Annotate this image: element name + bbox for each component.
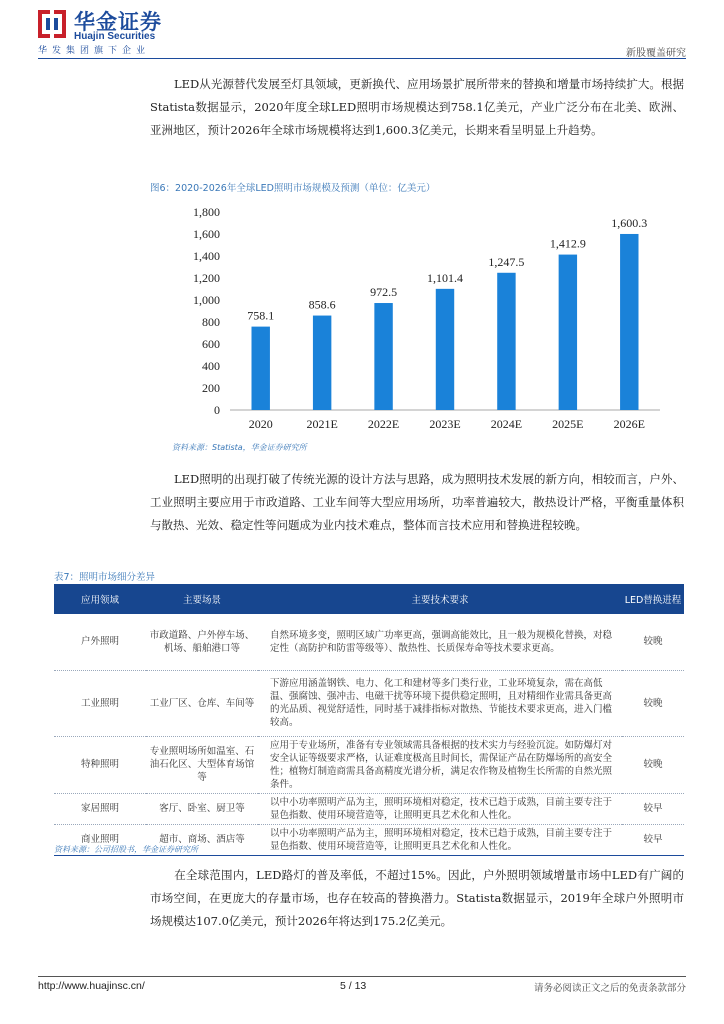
bar	[252, 327, 270, 410]
header-divider	[38, 58, 686, 59]
body-paragraph-2	[150, 468, 684, 537]
y-tick-label: 1,200	[193, 271, 220, 285]
y-tick-label: 800	[202, 315, 220, 329]
footer-disclaimer: 请务必阅读正文之后的免责条款部分	[533, 983, 686, 994]
bar-value-label: 1,412.9	[549, 236, 586, 251]
table-row	[54, 614, 684, 670]
cell-requirement: 下游应用涵盖钢铁、电力、化工和建材等多门类行业，工业环境复杂，需在高低温、强腐蚀、强冲击、电磁干扰等环境下提供稳定照明，且对精细作业需具备更高的光品质、视觉舒适性，同时基于减排指标对散热、节能技术要求更高，进入门槛较高。	[258, 670, 622, 736]
y-tick-label: 600	[202, 337, 220, 351]
cell-field: 家居照明	[54, 793, 146, 824]
paragraph-text: LED从光源替代发展至灯具领域，更新换代、应用场景扩展所带来的替换和增量市场持续扩大。根据Statista数据显示，2020年度全球LED照明市场规模达到758.1亿美元，产业广泛分布在北美、欧洲、亚洲地区，预计2026年全球市场规模将达到1,600.3亿美元，长期来看呈明显上升趋势。	[150, 77, 684, 137]
cell-scene: 市政道路、户外停车场、机场、船舶港口等	[146, 614, 258, 670]
y-tick-label: 1,400	[193, 249, 220, 263]
column-header: 应用领域	[54, 584, 146, 614]
bar	[559, 255, 577, 410]
cell-progress: 较早	[622, 824, 684, 855]
bar-value-label: 758.1	[247, 308, 275, 323]
body-paragraph-1	[150, 73, 684, 142]
cell-progress: 较晚	[622, 736, 684, 793]
table-row	[54, 670, 684, 736]
table-row	[54, 793, 684, 824]
y-tick-label: 400	[202, 359, 220, 373]
body-paragraph-3	[150, 864, 684, 933]
cell-requirement: 应用于专业场所，准备有专业领域需具备根据的技术实力与经验沉淀。如防爆灯对安全认证等级要求严格，认证难度极高且时间长，需保证产品在防爆场所的高安全性；植物灯制造商需具备高精度光谱分析，满足农作物及植物生长所需的自然光照条件。	[258, 736, 622, 793]
header-tagline: 华发集团旗下企业	[38, 46, 151, 56]
cell-field: 特种照明	[54, 736, 146, 793]
bar	[313, 316, 331, 410]
x-tick-label: 2024E	[490, 417, 523, 431]
bar	[436, 289, 454, 410]
cell-scene: 工业厂区、仓库、车间等	[146, 670, 258, 736]
bar-value-label: 972.5	[370, 285, 398, 300]
y-tick-label: 1,600	[193, 227, 220, 241]
table-caption: 表7：照明市场细分差异	[54, 572, 156, 583]
cell-requirement: 以中小功率照明产品为主，照明环境相对稳定，技术已趋于成熟，目前主要专注于显色指数、使用环境营造等，让照明更具艺术化和人性化。	[258, 824, 622, 855]
page-header	[0, 0, 724, 64]
page-number: 5 / 13	[340, 980, 367, 992]
x-tick-label: 2023E	[429, 417, 461, 431]
report-type-label: 新股覆盖研究	[626, 48, 686, 59]
column-header: 主要场景	[146, 584, 258, 614]
cell-scene: 客厅、卧室、厨卫等	[146, 793, 258, 824]
bar	[620, 234, 638, 410]
bar	[497, 273, 515, 410]
cell-requirement: 自然环境多变，照明区域广功率更高，强调高能效比，且一般为规模化替换，对稳定性（高防护和防雷等级等）、散热性、长质保寿命等技术要求更高。	[258, 614, 622, 670]
y-tick-label: 200	[202, 381, 220, 395]
cell-field: 商业照明	[54, 824, 146, 855]
bar-value-label: 1,101.4	[427, 270, 463, 285]
cell-progress: 较晚	[622, 614, 684, 670]
x-tick-label: 2021E	[306, 417, 338, 431]
x-tick-label: 2020	[248, 417, 273, 431]
x-tick-label: 2026E	[613, 417, 645, 431]
y-tick-label: 0	[214, 403, 220, 417]
cell-scene: 专业照明场所如温室、石油石化区、大型体育场馆等	[146, 736, 258, 793]
cell-field: 户外照明	[54, 614, 146, 670]
cell-requirement: 以中小功率照明产品为主，照明环境相对稳定，技术已趋于成熟，目前主要专注于显色指数、使用环境营造等，让照明更具艺术化和人性化。	[258, 793, 622, 824]
paragraph-text: LED照明的出现打破了传统光源的设计方法与思路，成为照明技术发展的新方向，相较而言，户外、工业照明主要应用于市政道路、工业车间等大型应用场所，功率普遍较大，散热设计严格，平衡重量体积与散热、光效、稳定性等问题成为业内技术难点，整体而言技术应用和替换进程较晚。	[150, 472, 684, 532]
table-source: 资料来源：公司招股书，华金证券研究所	[54, 845, 198, 854]
logo-text-cn: 华金证券	[74, 10, 162, 34]
cell-scene: 超市、商场、酒店等	[146, 824, 258, 855]
huajin-logo-icon	[38, 10, 66, 38]
figure-source: 资料来源：Statista，华金证券研究所	[172, 443, 307, 452]
bar-value-label: 1,600.3	[611, 215, 648, 230]
y-tick-label: 1,800	[193, 205, 220, 219]
footer-divider	[38, 976, 686, 977]
paragraph-text: 在全球范围内，LED路灯的普及率低，不超过15%。因此，户外照明领域增量市场中LED有广阔的市场空间，在更庞大的存量市场，也存在较高的替换潜力。Statista数据显示，2019年全球户外照明市场规模达107.0亿美元，预计2026年将达到175.2亿美元。	[150, 868, 684, 928]
bar-value-label: 858.6	[308, 297, 336, 312]
column-header: 主要技术要求	[258, 584, 622, 614]
column-header: LED替换进程	[622, 584, 684, 614]
x-tick-label: 2025E	[552, 417, 584, 431]
cell-field: 工业照明	[54, 670, 146, 736]
table-header-row	[54, 584, 684, 614]
table-row	[54, 736, 684, 793]
x-tick-label: 2022E	[367, 417, 400, 431]
cell-progress: 较早	[622, 793, 684, 824]
cell-progress: 较晚	[622, 670, 684, 736]
logo-text-en: Huajin Securities	[74, 31, 156, 42]
y-tick-label: 1,000	[193, 293, 220, 307]
bar-value-label: 1,247.5	[488, 254, 525, 269]
figure-caption: 图6：2020-2026年全球LED照明市场规模及预测（单位：亿美元）	[150, 183, 436, 194]
lighting-segment-table	[54, 584, 684, 856]
bar	[374, 303, 392, 410]
footer-url-link[interactable]: http://www.huajinsc.cn/	[38, 980, 145, 992]
led-market-bar-chart	[170, 198, 670, 438]
